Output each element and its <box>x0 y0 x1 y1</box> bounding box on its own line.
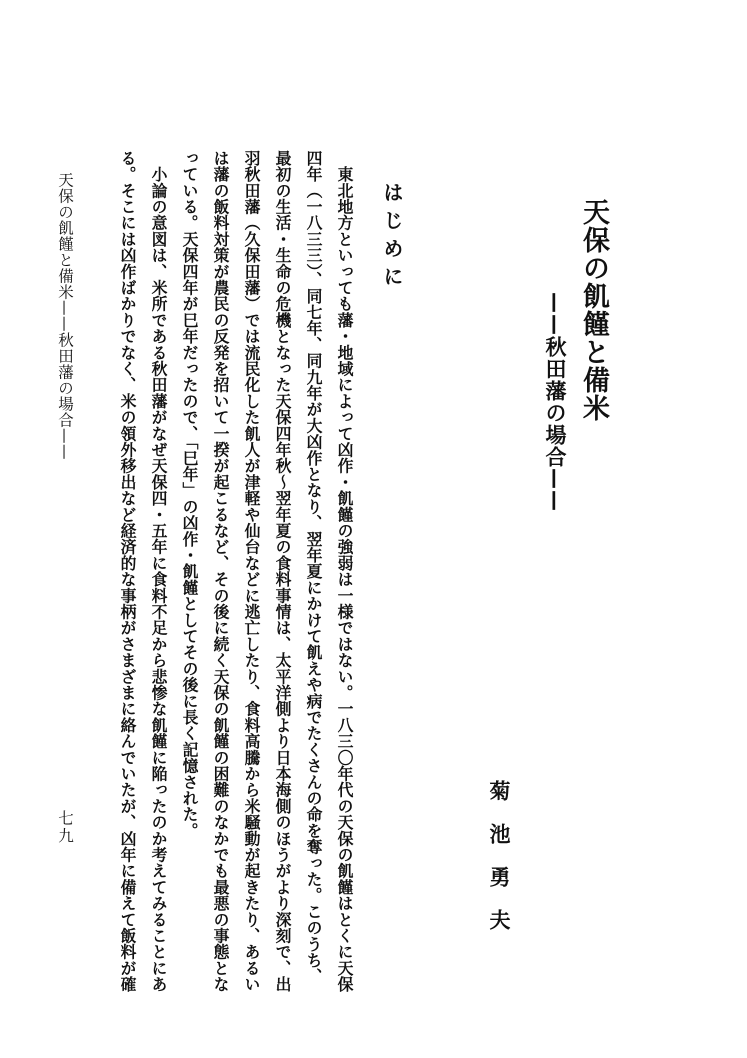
body-line: る。そこには凶作ばかりでなく、米の領外移出など経済的な事柄がさまざまに絡んでいたが、凶年に備えて飯料が確 <box>118 150 137 993</box>
body-line: 四年（一八三三）、同七年、同九年が大凶作となり、翌年夏にかけて飢えや病でたくさんの命を奪った。このうち、 <box>304 150 323 985</box>
body-line: は藩の飯料対策が農民の反発を招いて一揆が起こるなど、その後に続く天保の飢饉の困難のなかでも最悪の事態とな <box>211 150 230 993</box>
running-head: 天保の飢饉と備米——秋田藩の場合—— <box>56 172 74 460</box>
author-name: 菊池勇夫 <box>487 780 512 952</box>
page-number: 七九 <box>56 810 74 845</box>
body-line: っている。天保四年が巳年だったので、「巳年」の凶作・飢饉としてその後に長く記憶された。 <box>180 150 199 839</box>
body-line: 小論の意図は、米所である秋田藩がなぜ天保四・五年に食料不足から悲惨な飢饉に陥ったのか考えてみることにあ <box>149 150 168 993</box>
article-subtitle: ——秋田藩の場合—— <box>543 292 567 512</box>
body-line: 最初の生活・生命の危機となった天保四年秋～翌年夏の食料事情は、太平洋側より日本海側のほうがより深刻で、出 <box>273 150 292 993</box>
article-title: 天保の飢饉と備米 <box>578 198 609 422</box>
body-line: 羽秋田藩（久保田藩）では流民化した飢人が津軽や仙台などに逃亡したり、食料高騰から米騒動が起きたり、あるい <box>242 150 261 993</box>
section-heading: はじめに <box>380 182 404 294</box>
body-line: 東北地方といっても藩・地域によって凶作・飢饉の強弱は一様ではない。一八三〇年代の天保の飢饉はとくに天保 <box>335 150 354 993</box>
